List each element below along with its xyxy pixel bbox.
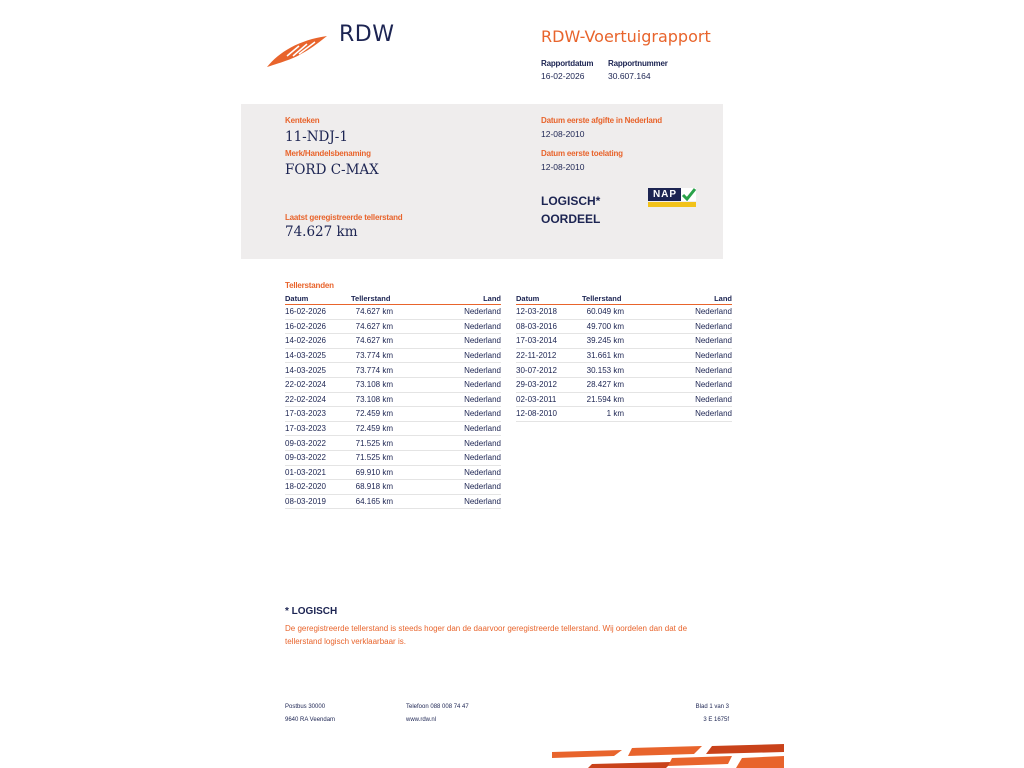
reading-odometer: 72.459 km xyxy=(351,407,393,422)
reading-country: Nederland xyxy=(393,377,501,392)
footer-address1: Postbus 30000 xyxy=(285,704,326,710)
reading-date: 02-03-2011 xyxy=(516,392,582,407)
table-row xyxy=(285,480,501,495)
reading-country: Nederland xyxy=(393,450,501,465)
table-row xyxy=(516,319,732,334)
table-row xyxy=(516,392,732,407)
reading-odometer: 31.661 km xyxy=(582,348,624,363)
reading-date: 22-02-2024 xyxy=(285,377,351,392)
reading-odometer: 71.525 km xyxy=(351,450,393,465)
decorative-band-icon xyxy=(552,744,784,768)
reading-country: Nederland xyxy=(393,392,501,407)
reading-date: 17-03-2014 xyxy=(516,334,582,349)
vehicle-panel-tab xyxy=(241,246,301,259)
footnote-text: De geregistreerde tellerstand is steeds hoger dan de daarvoor geregistreerde tellerstand. Wij oordelen dan dat de tellerstand logisch verklaarbaar is. xyxy=(285,624,688,646)
reading-odometer: 68.918 km xyxy=(351,480,393,495)
table-header xyxy=(516,293,732,305)
report-title: RDW-Voertuigrapport xyxy=(541,27,711,46)
readings-table-left xyxy=(285,293,501,509)
table-row xyxy=(285,334,501,349)
reading-date: 18-02-2020 xyxy=(285,480,351,495)
table-row xyxy=(516,334,732,349)
table-row xyxy=(285,392,501,407)
reading-odometer: 73.108 km xyxy=(351,392,393,407)
table-row xyxy=(285,305,501,320)
reading-country: Nederland xyxy=(393,480,501,495)
reading-date: 08-03-2019 xyxy=(285,494,351,509)
first-registration-nl-value: 12-08-2010 xyxy=(541,129,585,139)
footer-web: www.rdw.nl xyxy=(406,717,437,723)
reading-country: Nederland xyxy=(393,436,501,451)
reading-date: 01-03-2021 xyxy=(285,465,351,480)
reading-date: 08-03-2016 xyxy=(516,319,582,334)
reading-odometer: 73.774 km xyxy=(351,363,393,378)
make-value: FORD C-MAX xyxy=(285,162,379,178)
reading-odometer: 72.459 km xyxy=(351,421,393,436)
reading-date: 14-02-2026 xyxy=(285,334,351,349)
reading-date: 12-08-2010 xyxy=(516,407,582,422)
table-row xyxy=(285,363,501,378)
reading-date: 12-03-2018 xyxy=(516,305,582,320)
verdict xyxy=(541,192,600,228)
nap-yellow-bar xyxy=(648,202,696,207)
col-country-header: Land xyxy=(393,293,501,305)
reading-country: Nederland xyxy=(393,363,501,378)
reading-odometer: 74.627 km xyxy=(351,334,393,349)
reading-date: 16-02-2026 xyxy=(285,319,351,334)
reading-odometer: 1 km xyxy=(582,407,624,422)
reading-country: Nederland xyxy=(624,392,732,407)
reading-country: Nederland xyxy=(393,348,501,363)
reading-country: Nederland xyxy=(624,319,732,334)
reading-odometer: 49.700 km xyxy=(582,319,624,334)
logo-text: RDW xyxy=(339,22,395,47)
report-number: 30.607.164 xyxy=(608,71,651,81)
footer-address2: 9640 RA Veendam xyxy=(285,717,336,723)
reading-date: 09-03-2022 xyxy=(285,436,351,451)
reading-country: Nederland xyxy=(624,377,732,392)
first-admission-value: 12-08-2010 xyxy=(541,162,585,172)
verdict-line2: OORDEEL xyxy=(541,212,601,226)
rdw-logo-icon xyxy=(265,34,329,68)
reading-date: 22-02-2024 xyxy=(285,392,351,407)
table-row xyxy=(285,436,501,451)
plate-label: Kenteken xyxy=(285,116,320,125)
reading-country: Nederland xyxy=(624,363,732,378)
reading-date: 14-03-2025 xyxy=(285,363,351,378)
reading-odometer: 28.427 km xyxy=(582,377,624,392)
reading-country: Nederland xyxy=(393,421,501,436)
reading-odometer: 21.594 km xyxy=(582,392,624,407)
table-row xyxy=(516,377,732,392)
reading-odometer: 71.525 km xyxy=(351,436,393,451)
reading-odometer: 39.245 km xyxy=(582,334,624,349)
readings-table-right xyxy=(516,293,732,422)
table-row xyxy=(285,450,501,465)
reading-date: 17-03-2023 xyxy=(285,407,351,422)
report-date: 16-02-2026 xyxy=(541,71,585,81)
reading-date: 16-02-2026 xyxy=(285,305,351,320)
readings-title: Tellerstanden xyxy=(285,281,334,290)
first-admission-label: Datum eerste toelating xyxy=(541,149,623,158)
make-label: Merk/Handelsbenaming xyxy=(285,149,371,158)
table-header xyxy=(285,293,501,305)
reading-country: Nederland xyxy=(393,319,501,334)
table-row xyxy=(285,421,501,436)
reading-odometer: 74.627 km xyxy=(351,319,393,334)
table-row xyxy=(516,348,732,363)
footer-phone: Telefoon 088 008 74 47 xyxy=(406,704,469,710)
odometer-value: 74.627 km xyxy=(285,224,358,240)
reading-odometer: 30.153 km xyxy=(582,363,624,378)
reading-date: 09-03-2022 xyxy=(285,450,351,465)
footer-code: 3 E 1675f xyxy=(703,717,729,723)
reading-odometer: 73.108 km xyxy=(351,377,393,392)
reading-country: Nederland xyxy=(393,334,501,349)
verdict-line1: LOGISCH* xyxy=(541,194,601,208)
table-row xyxy=(516,305,732,320)
col-date-header: Datum xyxy=(285,293,351,305)
reading-odometer: 64.165 km xyxy=(351,494,393,509)
table-row xyxy=(285,494,501,509)
reading-odometer: 69.910 km xyxy=(351,465,393,480)
table-row xyxy=(285,407,501,422)
reading-date: 30-07-2012 xyxy=(516,363,582,378)
reading-date: 17-03-2023 xyxy=(285,421,351,436)
table-row xyxy=(285,377,501,392)
nap-text: NAP xyxy=(648,188,682,201)
col-date-header: Datum xyxy=(516,293,582,305)
table-row xyxy=(516,363,732,378)
reading-odometer: 73.774 km xyxy=(351,348,393,363)
footer-page: Blad 1 van 3 xyxy=(695,704,729,710)
table-row xyxy=(516,407,732,422)
col-country-header: Land xyxy=(624,293,732,305)
table-row xyxy=(285,465,501,480)
reading-country: Nederland xyxy=(624,407,732,422)
reading-country: Nederland xyxy=(624,305,732,320)
first-registration-nl-label: Datum eerste afgifte in Nederland xyxy=(541,116,662,125)
col-odo-header: Tellerstand xyxy=(582,293,624,305)
table-row xyxy=(285,319,501,334)
reading-country: Nederland xyxy=(624,334,732,349)
reading-date: 22-11-2012 xyxy=(516,348,582,363)
reading-country: Nederland xyxy=(624,348,732,363)
footnote-title: * LOGISCH xyxy=(285,606,338,617)
reading-date: 14-03-2025 xyxy=(285,348,351,363)
reading-country: Nederland xyxy=(393,407,501,422)
report-number-label: Rapportnummer xyxy=(608,59,668,68)
checkmark-icon xyxy=(681,188,696,201)
report-date-label: Rapportdatum xyxy=(541,59,594,68)
reading-date: 29-03-2012 xyxy=(516,377,582,392)
reading-country: Nederland xyxy=(393,465,501,480)
reading-odometer: 60.049 km xyxy=(582,305,624,320)
reading-odometer: 74.627 km xyxy=(351,305,393,320)
odometer-label: Laatst geregistreerde tellerstand xyxy=(285,213,403,222)
plate-value: 11-NDJ-1 xyxy=(285,129,348,145)
table-row xyxy=(285,348,501,363)
nap-badge xyxy=(648,188,696,208)
reading-country: Nederland xyxy=(393,494,501,509)
col-odo-header: Tellerstand xyxy=(351,293,393,305)
reading-country: Nederland xyxy=(393,305,501,320)
